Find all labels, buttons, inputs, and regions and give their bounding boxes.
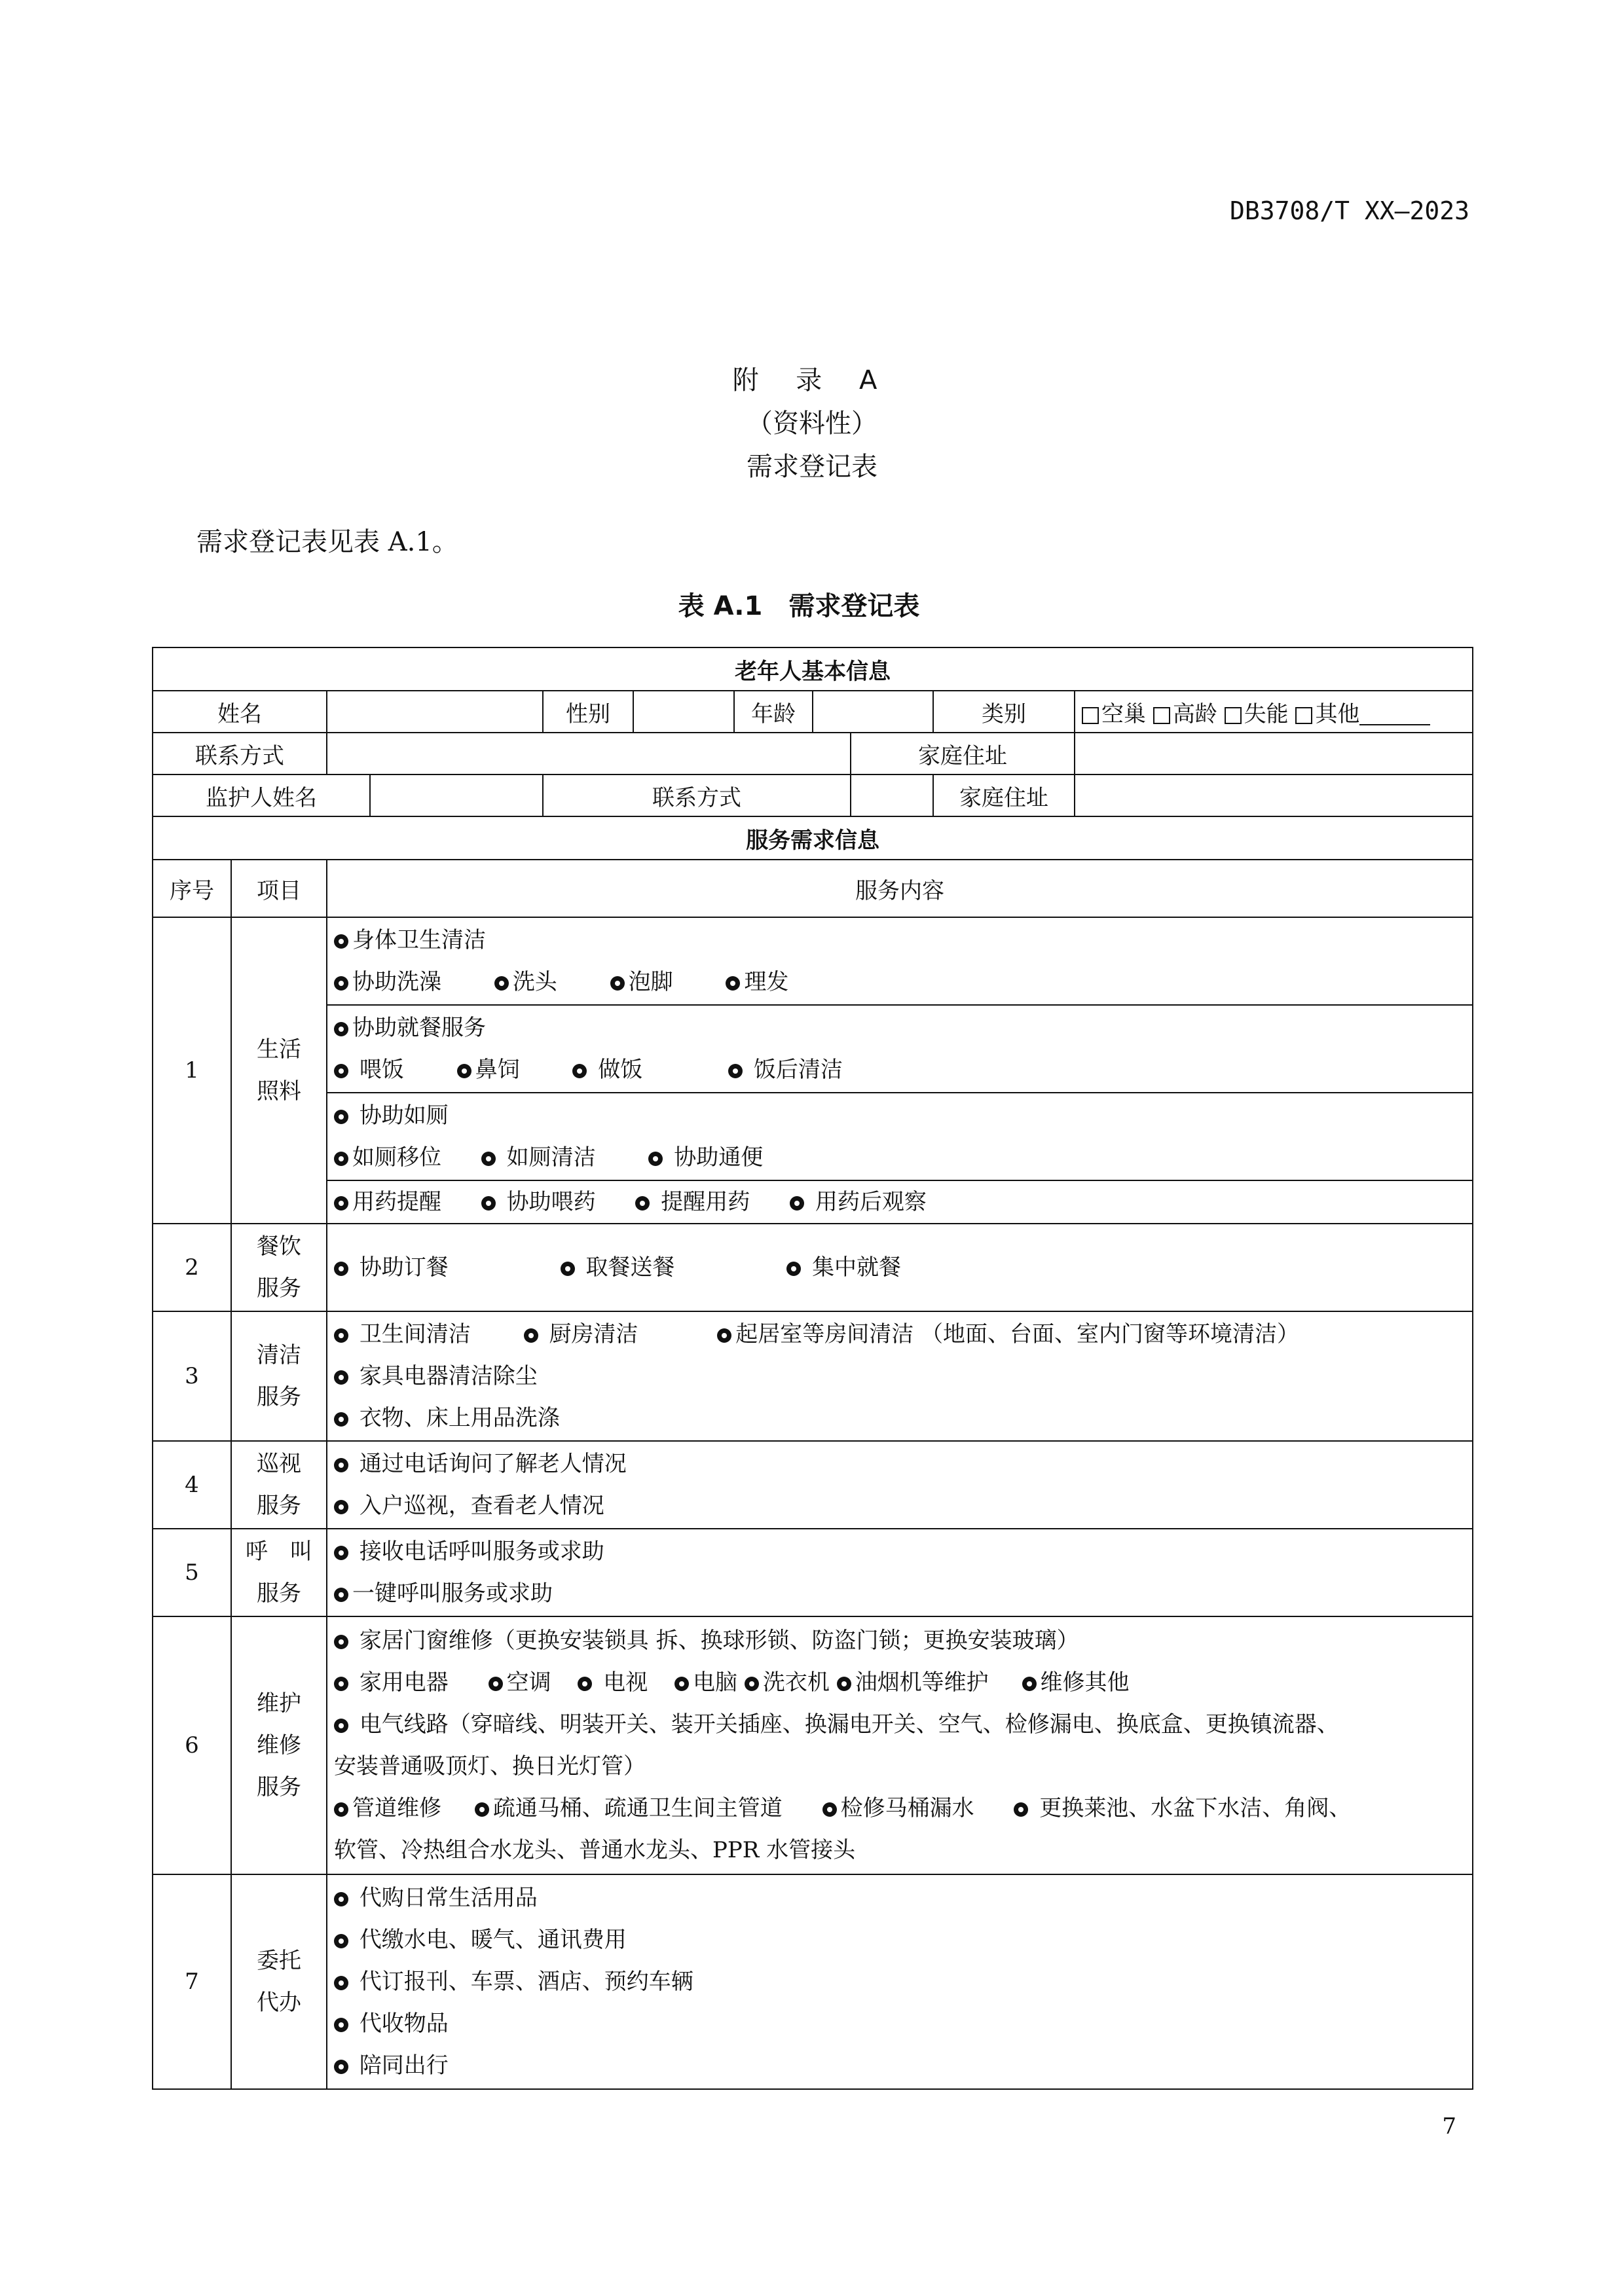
option-nasal-feeding[interactable]: 鼻饲 xyxy=(457,1057,520,1083)
option-wiring[interactable]: 电气线路（穿暗线、明装开关、装开关插座、换漏电开关、空气、检修漏电、换底盒、更换镇流器、 xyxy=(334,1711,1339,1738)
radio-bullet-icon xyxy=(334,976,348,991)
radio-bullet-icon xyxy=(334,1934,348,1948)
radio-bullet-icon xyxy=(334,1588,348,1602)
radio-bullet-icon xyxy=(457,1064,471,1078)
option-after-meal-clean[interactable]: 饭后清洁 xyxy=(728,1057,843,1083)
radio-bullet-icon xyxy=(334,1677,348,1691)
option-room-clean[interactable]: 起居室等房间清洁 （地面、台面、室内门窗等环境清洁） xyxy=(717,1321,1299,1347)
option-med-remind-take[interactable]: 提醒用药 xyxy=(635,1189,750,1215)
radio-bullet-icon xyxy=(717,1328,731,1343)
radio-bullet-icon xyxy=(648,1152,663,1166)
registration-table xyxy=(152,647,1473,2090)
option-range-hood[interactable]: 油烟机等维护 xyxy=(837,1669,989,1696)
radio-bullet-icon xyxy=(481,1152,496,1166)
gender-label: 性别 xyxy=(543,691,633,733)
radio-bullet-icon xyxy=(334,1022,348,1036)
row4-options xyxy=(327,1441,1473,1529)
row4-no: 4 xyxy=(153,1441,231,1529)
radio-bullet-icon xyxy=(674,1677,689,1691)
checkbox-other[interactable]: 其他 xyxy=(1295,701,1430,727)
radio-bullet-icon xyxy=(334,1196,348,1211)
row5-options xyxy=(327,1529,1473,1616)
option-washer[interactable]: 洗衣机 xyxy=(745,1669,830,1696)
option-toilet-leak[interactable]: 检修马桶漏水 xyxy=(822,1795,974,1821)
radio-bullet-icon xyxy=(726,976,740,991)
option-receive-items[interactable]: 代收物品 xyxy=(334,2011,449,2037)
appendix-nature: （资料性） xyxy=(747,409,877,439)
option-computer[interactable]: 电脑 xyxy=(674,1669,737,1696)
option-toilet-clean[interactable]: 如厕清洁 xyxy=(481,1144,596,1171)
radio-bullet-icon xyxy=(561,1262,575,1276)
row2-options xyxy=(327,1224,1473,1311)
option-appliance[interactable]: 家用电器 xyxy=(334,1669,449,1696)
option-air-conditioner[interactable]: 空调 xyxy=(489,1669,551,1696)
option-group-dining[interactable]: 集中就餐 xyxy=(786,1254,901,1281)
name-field[interactable] xyxy=(327,691,543,733)
option-purchase[interactable]: 代购日常生活用品 xyxy=(334,1885,538,1911)
other-blank[interactable] xyxy=(1359,706,1430,725)
row1-item: 生活 照料 xyxy=(231,917,327,1224)
option-phone-check[interactable]: 通过电话询问了解老人情况 xyxy=(334,1451,627,1477)
option-kitchen-clean[interactable]: 厨房清洁 xyxy=(524,1321,638,1347)
radio-bullet-icon xyxy=(635,1196,650,1211)
radio-bullet-icon xyxy=(481,1196,496,1211)
age-field[interactable] xyxy=(813,691,933,733)
row1-medication-group xyxy=(327,1180,1473,1224)
option-order-meal[interactable]: 协助订餐 xyxy=(334,1254,449,1281)
option-bookings[interactable]: 代订报刊、车票、酒店、预约车辆 xyxy=(334,1969,693,1995)
option-hygiene[interactable]: 身体卫生清洁 xyxy=(334,927,486,953)
radio-bullet-icon xyxy=(790,1196,804,1211)
radio-bullet-icon xyxy=(334,1635,348,1649)
radio-bullet-icon xyxy=(334,1802,348,1817)
checkbox-disabled[interactable]: 失能 xyxy=(1225,701,1289,727)
radio-bullet-icon xyxy=(334,1892,348,1906)
appendix-name: 需求登记表 xyxy=(747,452,877,482)
option-unclog[interactable]: 疏通马桶、疏通卫生间主管道 xyxy=(475,1795,783,1821)
radio-bullet-icon xyxy=(334,1976,348,1990)
guardian-name-field[interactable] xyxy=(370,774,543,816)
radio-bullet-icon xyxy=(334,1262,348,1276)
table-caption xyxy=(0,585,1624,623)
row2-item: 餐饮 服务 xyxy=(231,1224,327,1311)
option-one-key-call[interactable]: 一键呼叫服务或求助 xyxy=(334,1580,553,1607)
col-no-header: 序号 xyxy=(153,860,231,917)
option-tv[interactable]: 电视 xyxy=(578,1669,648,1696)
guardian-name-label: 监护人姓名 xyxy=(153,774,370,816)
option-wash-hair[interactable]: 洗头 xyxy=(494,969,557,995)
option-med-feeding[interactable]: 协助喂药 xyxy=(481,1189,596,1215)
option-bathroom-clean[interactable]: 卫生间清洁 xyxy=(334,1321,471,1347)
row5-item: 呼 叫 服务 xyxy=(231,1529,327,1616)
option-pay-bills[interactable]: 代缴水电、暖气、通讯费用 xyxy=(334,1927,627,1953)
radio-bullet-icon xyxy=(334,1412,348,1427)
radio-bullet-icon xyxy=(334,1546,348,1560)
radio-bullet-icon xyxy=(1014,1802,1028,1817)
radio-bullet-icon xyxy=(786,1262,801,1276)
row1-meal-group xyxy=(327,1005,1473,1093)
row2-no: 2 xyxy=(153,1224,231,1311)
row5-no: 5 xyxy=(153,1529,231,1616)
option-cooking[interactable]: 做饭 xyxy=(572,1057,642,1083)
row6-item: 维护 维修 服务 xyxy=(231,1616,327,1874)
radio-bullet-icon xyxy=(578,1677,592,1691)
option-replace-fixtures[interactable]: 更换莱池、水盆下水洁、角阀、 xyxy=(1014,1795,1351,1821)
guardian-contact-field[interactable] xyxy=(851,774,933,816)
table-title: 需求登记表 xyxy=(788,591,920,621)
option-furniture-dust[interactable]: 家具电器清洁除尘 xyxy=(334,1363,538,1389)
address-field[interactable] xyxy=(1075,733,1473,774)
option-foot-soak[interactable]: 泡脚 xyxy=(610,969,673,995)
service-info-header: 服务需求信息 xyxy=(153,816,1473,860)
guardian-contact-label: 联系方式 xyxy=(543,774,851,816)
checkbox-icon xyxy=(1153,707,1170,724)
guardian-address-field[interactable] xyxy=(1075,774,1473,816)
category-options xyxy=(1075,691,1473,733)
radio-bullet-icon xyxy=(572,1064,587,1078)
row7-no: 7 xyxy=(153,1874,231,2089)
age-label: 年龄 xyxy=(734,691,813,733)
radio-bullet-icon xyxy=(489,1677,503,1691)
option-haircut[interactable]: 理发 xyxy=(726,969,788,995)
radio-bullet-icon xyxy=(494,976,509,991)
address-label: 家庭住址 xyxy=(851,733,1075,774)
checkbox-icon xyxy=(1295,707,1312,724)
table-number: 表 A.1 xyxy=(678,591,763,621)
row3-options xyxy=(327,1311,1473,1441)
appendix-title-block xyxy=(0,359,1624,488)
option-repair-other[interactable]: 维修其他 xyxy=(1022,1669,1130,1696)
row4-item: 巡视 服务 xyxy=(231,1441,327,1529)
option-toilet-assist[interactable]: 协助如厕 xyxy=(334,1102,449,1129)
checkbox-icon xyxy=(1225,707,1242,724)
radio-bullet-icon xyxy=(745,1677,759,1691)
radio-bullet-icon xyxy=(837,1677,851,1691)
page-number: 7 xyxy=(1442,2113,1456,2140)
radio-bullet-icon xyxy=(524,1328,538,1343)
col-item-header: 项目 xyxy=(231,860,327,917)
appendix-title: 附 录 A xyxy=(732,365,892,395)
name-label: 姓名 xyxy=(153,691,327,733)
wiring-continued: 安装普通吸顶灯、换日光灯管） xyxy=(334,1753,646,1779)
radio-bullet-icon xyxy=(334,2018,348,2032)
radio-bullet-icon xyxy=(334,1458,348,1472)
radio-bullet-icon xyxy=(475,1802,489,1817)
standard-code: DB3708/T XX—2023 xyxy=(1229,196,1469,225)
intro-text: 需求登记表见表 A.1。 xyxy=(196,527,458,557)
row3-no: 3 xyxy=(153,1311,231,1441)
option-med-reminder[interactable]: 用药提醒 xyxy=(334,1189,441,1215)
option-pipe-repair[interactable]: 管道维修 xyxy=(334,1795,441,1821)
contact-label: 联系方式 xyxy=(153,733,327,774)
option-door-window[interactable]: 家居门窗维修（更换安装锁具 拆、换球形锁、防盗门锁；更换安装玻璃） xyxy=(334,1628,1079,1654)
radio-bullet-icon xyxy=(334,1064,348,1078)
radio-bullet-icon xyxy=(334,2060,348,2074)
row7-options xyxy=(327,1874,1473,2089)
row1-no: 1 xyxy=(153,917,231,1224)
radio-bullet-icon xyxy=(610,976,625,991)
radio-bullet-icon xyxy=(334,1370,348,1385)
basic-info-header: 老年人基本信息 xyxy=(153,647,1473,691)
row6-no: 6 xyxy=(153,1616,231,1874)
option-home-visit[interactable]: 入户巡视，查看老人情况 xyxy=(334,1493,604,1519)
option-meal-delivery[interactable]: 取餐送餐 xyxy=(561,1254,675,1281)
row7-item: 委托 代办 xyxy=(231,1874,327,2089)
radio-bullet-icon xyxy=(334,934,348,949)
category-label: 类别 xyxy=(933,691,1075,733)
row1-hygiene-group xyxy=(327,917,1473,1005)
radio-bullet-icon xyxy=(334,1500,348,1514)
row1-toilet-group xyxy=(327,1093,1473,1180)
gender-field[interactable] xyxy=(633,691,734,733)
checkbox-advanced-age[interactable]: 高龄 xyxy=(1153,701,1217,727)
fixtures-continued: 软管、冷热组合水龙头、普通水龙头、PPR 水管接头 xyxy=(334,1837,856,1863)
checkbox-empty-nest[interactable]: 空巢 xyxy=(1082,701,1146,727)
radio-bullet-icon xyxy=(334,1719,348,1733)
radio-bullet-icon xyxy=(334,1152,348,1166)
option-feeding[interactable]: 喂饭 xyxy=(334,1057,404,1083)
guardian-address-label: 家庭住址 xyxy=(933,774,1075,816)
row6-options xyxy=(327,1616,1473,1874)
row3-item: 清洁 服务 xyxy=(231,1311,327,1441)
checkbox-icon xyxy=(1082,707,1099,724)
radio-bullet-icon xyxy=(1022,1677,1037,1691)
radio-bullet-icon xyxy=(334,1110,348,1124)
radio-bullet-icon xyxy=(334,1328,348,1343)
col-content-header: 服务内容 xyxy=(327,860,1473,917)
radio-bullet-icon xyxy=(728,1064,743,1078)
contact-field[interactable] xyxy=(327,733,851,774)
option-bath[interactable]: 协助洗澡 xyxy=(334,969,441,995)
option-med-observe[interactable]: 用药后观察 xyxy=(790,1189,927,1215)
option-phone-call[interactable]: 接收电话呼叫服务或求助 xyxy=(334,1539,604,1565)
radio-bullet-icon xyxy=(822,1802,837,1817)
option-laundry[interactable]: 衣物、床上用品洗涤 xyxy=(334,1405,560,1431)
option-meal-assist[interactable]: 协助就餐服务 xyxy=(334,1015,486,1041)
option-accompany[interactable]: 陪同出行 xyxy=(334,2052,449,2079)
option-toilet-transfer[interactable]: 如厕移位 xyxy=(334,1144,441,1171)
option-bowel-assist[interactable]: 协助通便 xyxy=(648,1144,763,1171)
